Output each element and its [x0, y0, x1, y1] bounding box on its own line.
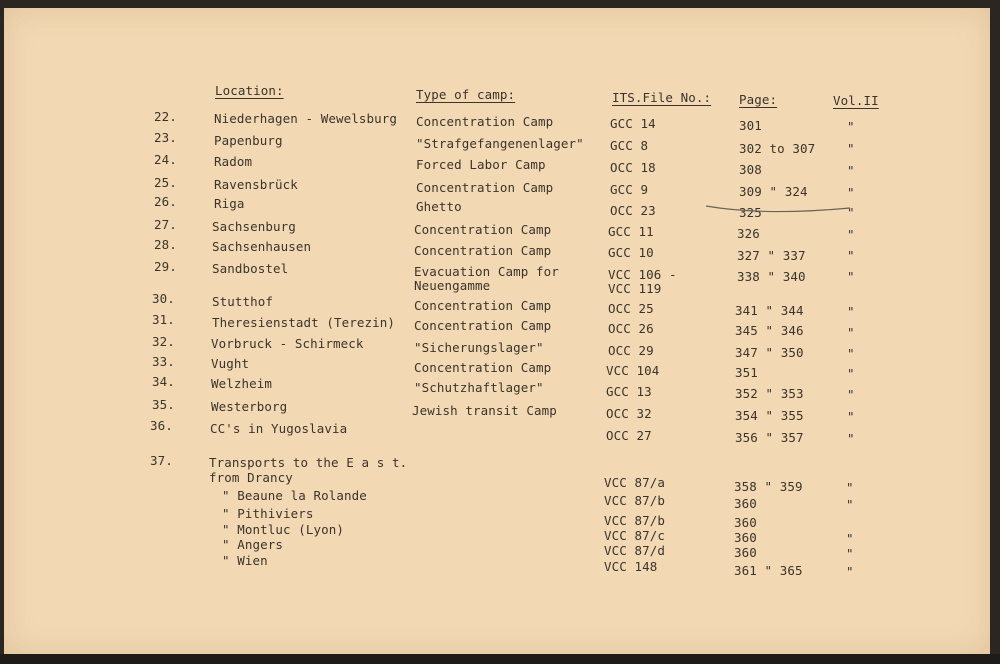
row-vol: " — [847, 248, 855, 263]
row-vol: " — [847, 346, 855, 361]
row-type: Concentration Camp — [414, 298, 552, 313]
row-file: GCC 8 — [610, 138, 649, 153]
row-location: Vorbruck - Schirmeck — [211, 336, 364, 351]
row-number: 31. — [152, 312, 175, 327]
row-file: GCC 14 — [610, 116, 656, 131]
pencil-mark — [704, 204, 854, 216]
row-vol: " — [847, 325, 855, 340]
row-location: Vught — [211, 356, 250, 371]
row-page: 301 — [739, 118, 762, 133]
row-file: GCC 9 — [610, 182, 649, 197]
scan-border — [0, 654, 1000, 664]
header-type: Type of camp: — [416, 87, 516, 102]
row-file: GCC 10 — [608, 245, 654, 260]
row-file: GCC 13 — [606, 384, 652, 399]
row-location: Sandbostel — [212, 261, 289, 276]
transport-vol: " — [846, 480, 854, 495]
row-type: "Sicherungslager" — [414, 340, 544, 355]
row-location: CC's in Yugoslavia — [210, 421, 348, 436]
row-type: "Schutzhaftlager" — [414, 380, 544, 395]
row-location: Stutthof — [212, 294, 274, 309]
row-page: 338 " 340 — [737, 269, 806, 284]
row-number: 33. — [152, 354, 175, 369]
row-number: 26. — [154, 194, 177, 209]
transport-location: from Drancy — [209, 470, 293, 485]
row-type: Evacuation Camp for — [414, 264, 559, 279]
row-vol: " — [847, 163, 855, 178]
row-vol: " — [847, 409, 855, 424]
row-location: Westerborg — [211, 399, 288, 414]
transport-file: VCC 87/b — [604, 493, 666, 508]
transport-vol: " — [846, 564, 854, 579]
document-page — [4, 8, 990, 654]
row-type: Concentration Camp — [414, 243, 552, 258]
row-file: OCC 25 — [608, 301, 654, 316]
transport-file: VCC 87/a — [604, 475, 666, 490]
row-page: 302 to 307 — [739, 141, 816, 156]
transport-vol: " — [846, 531, 854, 546]
row-vol: " — [847, 387, 855, 402]
row-page: 345 " 346 — [735, 323, 804, 338]
row-location: Welzheim — [211, 376, 273, 391]
row-file: VCC 104 — [606, 363, 660, 378]
row-vol: " — [847, 304, 855, 319]
transport-file: VCC 87/b — [604, 513, 666, 528]
transport-page: 358 " 359 — [734, 479, 803, 494]
row-vol: " — [847, 269, 855, 284]
header-vol: Vol.II — [833, 93, 879, 108]
transport-page: 361 " 365 — [734, 563, 803, 578]
row-location: Ravensbrück — [214, 177, 298, 192]
row-location: Theresienstadt (Terezin) — [212, 315, 396, 330]
row-file: OCC 29 — [608, 343, 654, 358]
row-number: 22. — [154, 109, 177, 124]
header-page: Page: — [739, 92, 778, 107]
row-number: 27. — [154, 217, 177, 232]
transport-location: " Pithiviers — [222, 506, 314, 521]
row-type: Forced Labor Camp — [416, 157, 546, 172]
row-location: Sachsenhausen — [212, 239, 312, 254]
row-file: OCC 23 — [610, 203, 656, 218]
row-page: 352 " 353 — [735, 386, 804, 401]
row-page: 308 — [739, 162, 762, 177]
row-page: 309 " 324 — [739, 184, 808, 199]
transport-location: " Angers — [222, 537, 284, 552]
row-vol: " — [847, 185, 855, 200]
row-page: 327 " 337 — [737, 248, 806, 263]
row-type: Concentration Camp — [414, 360, 552, 375]
transport-file: VCC 87/c — [604, 528, 666, 543]
transport-vol: " — [846, 497, 854, 512]
row-type-continued: Neuengamme — [414, 278, 491, 293]
row-file: OCC 32 — [606, 406, 652, 421]
row-location: Niederhagen - Wewelsburg — [214, 111, 398, 126]
row-vol: " — [847, 431, 855, 446]
row-location: Sachsenburg — [212, 219, 296, 234]
row-page: 325 — [739, 205, 762, 220]
row-vol: " — [847, 141, 855, 156]
row-location: Papenburg — [214, 133, 283, 148]
transport-file: VCC 148 — [604, 559, 658, 574]
row-number: 36. — [150, 418, 173, 433]
header-location: Location: — [215, 83, 284, 98]
row-type: "Strafgefangenenlager" — [416, 136, 584, 151]
row-type: Concentration Camp — [416, 114, 554, 129]
row-number: 32. — [152, 334, 175, 349]
row-number: 30. — [152, 291, 175, 306]
transport-page: 360 — [734, 496, 757, 511]
row-type: Jewish transit Camp — [412, 403, 557, 418]
row-type: Concentration Camp — [414, 318, 552, 333]
transport-page: 360 — [734, 545, 757, 560]
row-page: 356 " 357 — [735, 430, 804, 445]
row-file: OCC 27 — [606, 428, 652, 443]
row-number: 28. — [154, 237, 177, 252]
row-page: 347 " 350 — [735, 345, 804, 360]
row-page: 341 " 344 — [735, 303, 804, 318]
transport-location: " Montluc (Lyon) — [222, 522, 345, 537]
row-number: 23. — [154, 130, 177, 145]
transport-file: VCC 87/d — [604, 543, 666, 558]
row-page: 326 — [737, 226, 760, 241]
row-vol: " — [847, 366, 855, 381]
row-type: Concentration Camp — [416, 180, 554, 195]
transport-page: 360 — [734, 530, 757, 545]
transport-location: " Wien — [222, 553, 268, 568]
row-location: Radom — [214, 154, 253, 169]
row-number: 24. — [154, 152, 177, 167]
row-number: 34. — [152, 374, 175, 389]
row-type: Concentration Camp — [414, 222, 552, 237]
row-file: GCC 11 — [608, 224, 654, 239]
row-vol: " — [847, 227, 855, 242]
row-number: 29. — [154, 259, 177, 274]
header-file: ITS.File No.: — [612, 90, 712, 105]
transports-title: Transports to the E a s t. — [209, 455, 408, 470]
row-vol: " — [847, 205, 855, 220]
row-location: Riga — [214, 196, 245, 211]
row-page: 354 " 355 — [735, 408, 804, 423]
row-file: OCC 26 — [608, 321, 654, 336]
row-number: 25. — [154, 175, 177, 190]
transport-page: 360 — [734, 515, 757, 530]
row-number: 35. — [152, 397, 175, 412]
row-number: 37. — [150, 453, 173, 468]
row-file-continued: VCC 119 — [608, 281, 662, 296]
transport-vol: " — [846, 546, 854, 561]
row-vol: " — [847, 119, 855, 134]
row-type: Ghetto — [416, 199, 462, 214]
row-file: OCC 18 — [610, 160, 656, 175]
row-page: 351 — [735, 365, 758, 380]
row-file: VCC 106 - — [608, 267, 677, 282]
transport-location: " Beaune la Rolande — [222, 488, 367, 503]
